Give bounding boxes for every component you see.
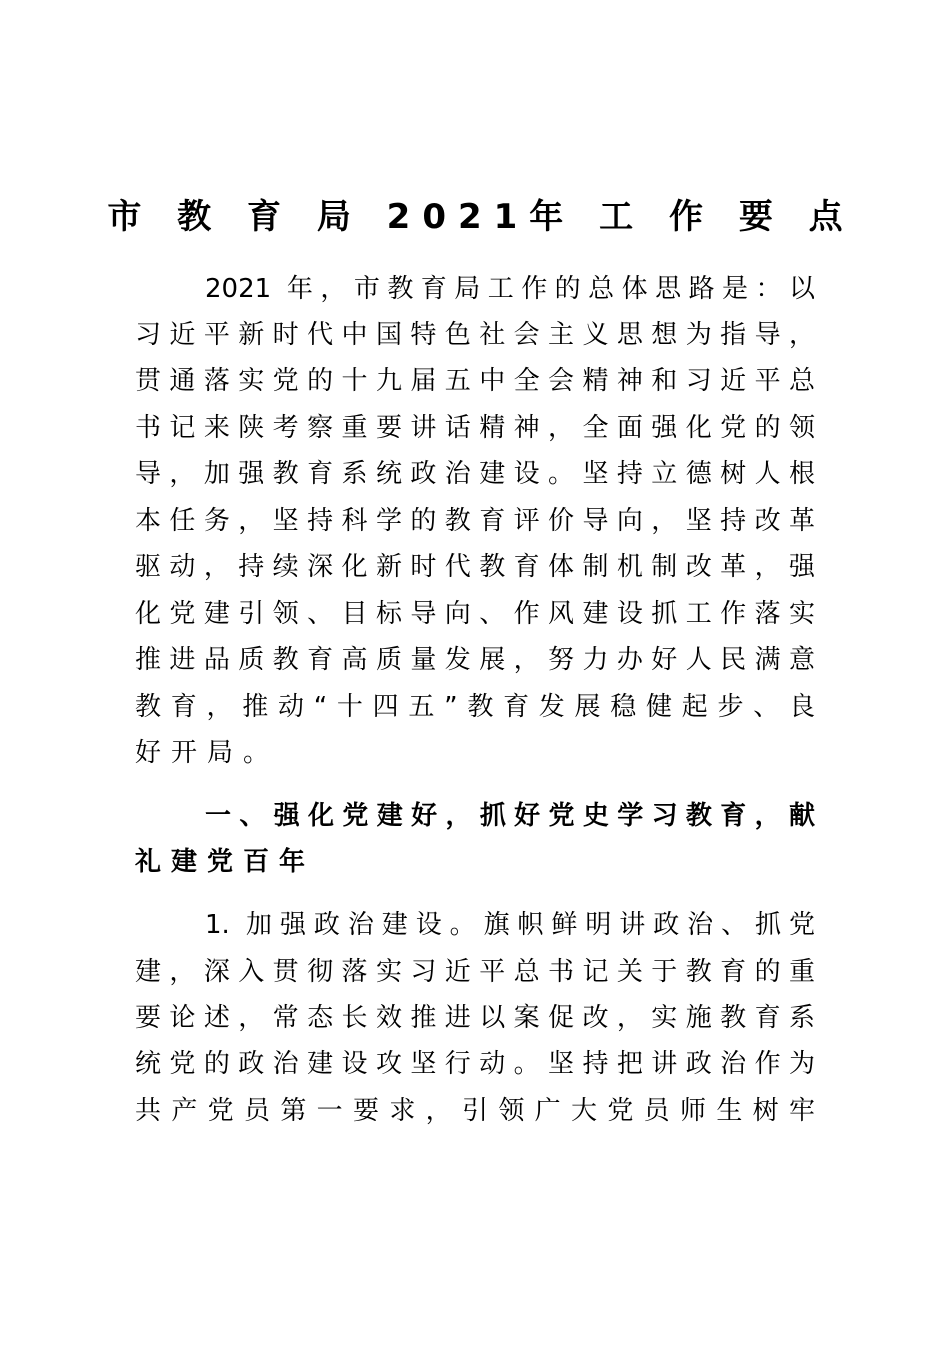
- paragraph-line: 建，深入贯彻落实习近平总书记关于教育的重: [135, 957, 815, 987]
- paragraph-line: 2021 年，市教育局工作的总体思路是：以: [205, 274, 815, 304]
- paragraph-line: 贯通落实党的十九届五中全会精神和习近平总: [135, 366, 815, 396]
- paragraph-line: 习近平新时代中国特色社会主义思想为指导，: [135, 320, 815, 350]
- document-title: 市 教 育 局 2021年 工 作 要 点: [107, 197, 855, 237]
- section-heading: 礼建党百年: [135, 847, 316, 877]
- paragraph-line: 共产党员第一要求，引领广大党员师生树牢: [135, 1096, 815, 1126]
- paragraph-line: 教育，推动“十四五”教育发展稳健起步、良: [135, 692, 815, 722]
- paragraph-line: 导，加强教育系统政治建设。坚持立德树人根: [135, 459, 815, 489]
- paragraph-line: 好开局。: [135, 738, 280, 768]
- paragraph-line: 推进品质教育高质量发展，努力办好人民满意: [135, 645, 815, 675]
- paragraph-line: 化党建引领、目标导向、作风建设抓工作落实: [135, 599, 815, 629]
- section-heading: 一、强化党建好，抓好党史学习教育，献: [205, 801, 815, 831]
- paragraph-line: 驱动，持续深化新时代教育体制机制改革，强: [135, 552, 815, 582]
- paragraph-line: 要论述，常态长效推进以案促改，实施教育系: [135, 1003, 815, 1033]
- paragraph-line: 统党的政治建设攻坚行动。坚持把讲政治作为: [135, 1049, 815, 1079]
- paragraph-line: 书记来陕考察重要讲话精神，全面强化党的领: [135, 413, 815, 443]
- paragraph-line: 本任务，坚持科学的教育评价导向，坚持改革: [135, 506, 815, 536]
- paragraph-line: 1. 加强政治建设。旗帜鲜明讲政治、抓党: [205, 910, 815, 940]
